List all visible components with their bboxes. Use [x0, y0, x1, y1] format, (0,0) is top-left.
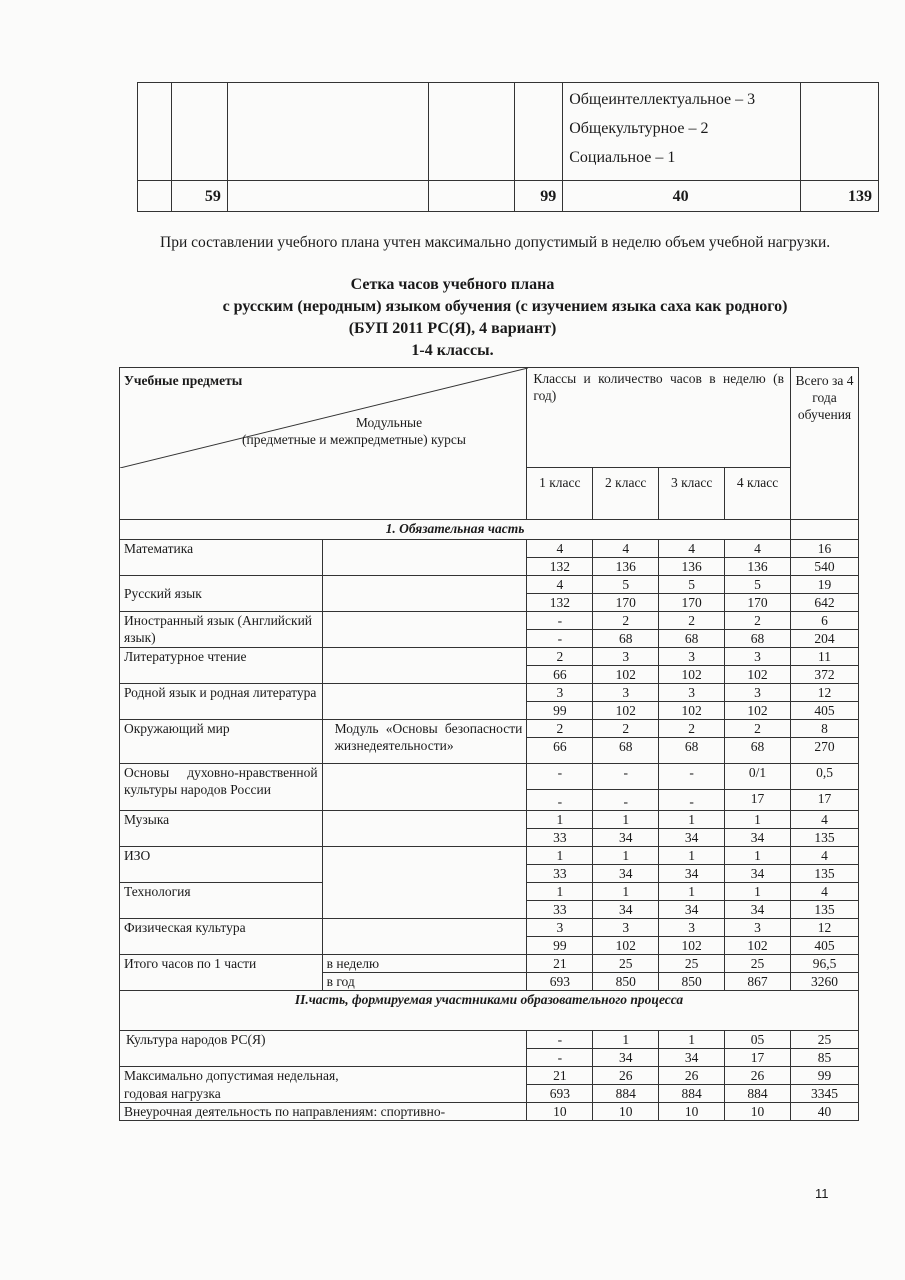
hours-week: 5: [593, 576, 659, 594]
hours-week: 3: [593, 684, 659, 702]
total1-row-week: [120, 955, 859, 973]
hours-week: 2: [659, 720, 725, 738]
subject-name: Родной язык и родная литература: [120, 684, 323, 720]
hours-year: 99: [527, 937, 593, 955]
subject-row-week: [120, 540, 859, 558]
hours-week: 1: [659, 883, 725, 901]
hours-year: -: [593, 790, 659, 811]
header-grade-4: 4 класс: [725, 468, 791, 520]
module-cell: Модуль «Основы безопасности жизнедеятельности»: [322, 720, 527, 764]
hours-year: -: [659, 790, 725, 811]
hours-year: -: [527, 790, 593, 811]
direction-intellectual: Общеинтеллектуальное – 3: [569, 91, 756, 108]
total-week: 12: [791, 919, 859, 937]
header-grade-2: 2 класс: [593, 468, 659, 520]
hours-week: 1: [593, 883, 659, 901]
hours-year: 136: [593, 558, 659, 576]
hours-week: -: [593, 764, 659, 790]
module-cell: [322, 612, 527, 648]
hours-year: 34: [593, 901, 659, 919]
max-load-label-l1: Максимально допустимая недельная,: [120, 1067, 527, 1085]
culture-label: Культура народов РС(Я): [120, 1031, 527, 1067]
subject-row-week: [120, 764, 859, 790]
hours-week: 99: [791, 1067, 859, 1085]
hours-year: 884: [725, 1085, 791, 1103]
total-year: 135: [791, 865, 859, 883]
module-cell: [322, 811, 527, 847]
heading-line-4: 1-4 классы.: [411, 342, 494, 359]
hours-year: 867: [725, 973, 791, 991]
hours-year: 34: [725, 901, 791, 919]
heading-line-1: Сетка часов учебного плана: [350, 276, 555, 293]
hours-week: 1: [659, 1031, 725, 1049]
hours-year: 102: [725, 666, 791, 684]
header-subjects: Учебные предметы: [124, 373, 243, 388]
hours-year: 102: [593, 702, 659, 720]
total-year: 270: [791, 738, 859, 764]
hours-year: 99: [527, 702, 593, 720]
header-total: Всего за 4 года обучения: [791, 368, 859, 520]
top-total-c: 40: [563, 181, 801, 212]
hours-year: 132: [527, 558, 593, 576]
hours-year: -: [527, 630, 593, 648]
hours-week: 3: [593, 648, 659, 666]
total-week: 8: [791, 720, 859, 738]
hours-week: 3: [725, 684, 791, 702]
subject-row-week: [120, 847, 859, 865]
header-modules-l1: Модульные: [355, 415, 423, 430]
hours-year: 68: [725, 738, 791, 764]
total-week: 4: [791, 847, 859, 865]
hours-week: 25: [593, 955, 659, 973]
hours-year: 3345: [791, 1085, 859, 1103]
total-week: 4: [791, 883, 859, 901]
hours-week: 10: [527, 1103, 593, 1121]
hours-week: 25: [659, 955, 725, 973]
direction-cultural: Общекультурное – 2: [569, 120, 709, 137]
hours-year: 170: [593, 594, 659, 612]
hours-year: 693: [527, 1085, 593, 1103]
subject-name: Математика: [120, 540, 323, 576]
total-year: 642: [791, 594, 859, 612]
hours-year: 68: [659, 630, 725, 648]
hours-year: 34: [593, 829, 659, 847]
total-week: 11: [791, 648, 859, 666]
module-cell: [322, 764, 527, 811]
hours-week: 1: [725, 883, 791, 901]
module-cell: [322, 847, 527, 919]
hours-week: 1: [725, 847, 791, 865]
extra-label: Внеурочная деятельность по направлениям: спортивно-: [120, 1103, 527, 1121]
top-total-b: 99: [515, 181, 563, 212]
hours-year: 884: [593, 1085, 659, 1103]
hours-week: 4: [659, 540, 725, 558]
hours-week: 3: [659, 684, 725, 702]
total-week: 6: [791, 612, 859, 630]
subject-row-week: [120, 612, 859, 630]
hours-week: 10: [659, 1103, 725, 1121]
subject-name: Иностранный язык (Английский язык): [120, 612, 323, 648]
hours-year: 850: [659, 973, 725, 991]
hours-year: 102: [725, 702, 791, 720]
hours-year: 136: [659, 558, 725, 576]
subject-row-week: [120, 648, 859, 666]
hours-week: 1: [659, 847, 725, 865]
hours-week: 26: [725, 1067, 791, 1085]
hours-year: 693: [527, 973, 593, 991]
hours-year: 34: [725, 865, 791, 883]
hours-week: 1: [527, 811, 593, 829]
subject-row-week: [120, 811, 859, 829]
hours-week: 3: [659, 919, 725, 937]
hours-week: 25: [725, 955, 791, 973]
hours-week: 21: [527, 955, 593, 973]
module-cell: [322, 540, 527, 576]
direction-social: Социальное – 1: [569, 149, 676, 166]
hours-week: 26: [659, 1067, 725, 1085]
culture-row-week: [120, 1031, 859, 1049]
hours-year: 34: [725, 829, 791, 847]
hours-week: 1: [593, 1031, 659, 1049]
hours-year: 34: [659, 829, 725, 847]
subject-name: ИЗО: [120, 847, 323, 883]
hours-year: 66: [527, 666, 593, 684]
hours-week: 4: [593, 540, 659, 558]
hours-week: 2: [659, 612, 725, 630]
subject-row-week: [120, 720, 859, 738]
hours-week: 05: [725, 1031, 791, 1049]
hours-week: 1: [593, 847, 659, 865]
hours-week: -: [527, 1031, 593, 1049]
total-week: 16: [791, 540, 859, 558]
total-year: 372: [791, 666, 859, 684]
page-number: 11: [815, 1186, 829, 1201]
section-2-row: [120, 991, 859, 1031]
total-year: 540: [791, 558, 859, 576]
hours-week: 1: [527, 847, 593, 865]
hours-year: 102: [593, 937, 659, 955]
hours-week: 3: [527, 684, 593, 702]
hours-week: 2: [593, 612, 659, 630]
intro-paragraph: При составлении учебного плана учтен максимально допустимый в неделю объем учебной нагрузки.: [160, 234, 831, 251]
total-year: 135: [791, 901, 859, 919]
hours-year: 102: [725, 937, 791, 955]
hours-year: 170: [659, 594, 725, 612]
hours-week: 25: [791, 1031, 859, 1049]
subject-row-week: [120, 919, 859, 937]
hours-year: 102: [659, 666, 725, 684]
hours-week: 1: [527, 883, 593, 901]
hours-week: -: [659, 764, 725, 790]
total-week: 12: [791, 684, 859, 702]
total-year: 405: [791, 702, 859, 720]
hours-week: 10: [725, 1103, 791, 1121]
hours-week: 5: [659, 576, 725, 594]
hours-week: 2: [593, 720, 659, 738]
module-cell: [322, 576, 527, 612]
hours-week: 40: [791, 1103, 859, 1121]
section-2-title: II.часть, формируемая участниками образовательного процесса: [120, 991, 859, 1031]
header-grade-3: 3 класс: [659, 468, 725, 520]
subject-name: Основы духовно-нравственной культуры народов России: [120, 764, 323, 811]
hours-year: 884: [659, 1085, 725, 1103]
hours-week: 3: [725, 648, 791, 666]
total-year: 135: [791, 829, 859, 847]
total-year: 17: [791, 790, 859, 811]
module-cell: [322, 684, 527, 720]
plan-table: [119, 367, 859, 1121]
hours-year: 33: [527, 901, 593, 919]
subject-name: Музыка: [120, 811, 323, 847]
header-grade-1: 1 класс: [527, 468, 593, 520]
max-load-row-week: [120, 1067, 859, 1085]
hours-year: 34: [593, 1049, 659, 1067]
header-classes: Классы и количество часов в неделю (в год): [527, 368, 791, 468]
hours-week: -: [527, 612, 593, 630]
hours-week: 2: [527, 648, 593, 666]
heading-line-2: с русским (неродным) языком обучения (с изучением языка саха как родного): [222, 298, 788, 315]
hours-week: 4: [527, 540, 593, 558]
hours-week: 21: [527, 1067, 593, 1085]
hours-week: 3: [527, 919, 593, 937]
hours-year: 3260: [791, 973, 859, 991]
hours-year: 34: [593, 865, 659, 883]
hours-week: 96,5: [791, 955, 859, 973]
total1-week-label: в неделю: [322, 955, 527, 973]
module-cell: [322, 648, 527, 684]
hours-week: 3: [659, 648, 725, 666]
module-cell: [322, 919, 527, 955]
subject-name: Технология: [120, 883, 323, 919]
hours-week: 26: [593, 1067, 659, 1085]
top-total-a: 59: [171, 181, 227, 212]
hours-week: -: [527, 764, 593, 790]
hours-year: 85: [791, 1049, 859, 1067]
extra-row: [120, 1103, 859, 1121]
hours-year: 34: [659, 1049, 725, 1067]
heading-line-3: (БУП 2011 РС(Я), 4 вариант): [348, 320, 557, 337]
subject-name: Окружающий мир: [120, 720, 323, 764]
hours-year: 17: [725, 790, 791, 811]
hours-week: 5: [725, 576, 791, 594]
hours-year: 132: [527, 594, 593, 612]
total1-label: Итого часов по 1 части: [120, 955, 323, 991]
header-modules-l2: (предметные и межпредметные) курсы: [242, 432, 466, 447]
hours-week: 2: [725, 720, 791, 738]
hours-year: 34: [659, 865, 725, 883]
hours-year: 68: [659, 738, 725, 764]
hours-year: 33: [527, 865, 593, 883]
hours-week: 4: [725, 540, 791, 558]
total-week: 4: [791, 811, 859, 829]
hours-year: 136: [725, 558, 791, 576]
hours-week: 10: [593, 1103, 659, 1121]
section-1-title: 1. Обязательная часть: [120, 520, 791, 540]
hours-week: 1: [659, 811, 725, 829]
total-year: 405: [791, 937, 859, 955]
hours-week: 2: [725, 612, 791, 630]
hours-week: 1: [725, 811, 791, 829]
total-year: 204: [791, 630, 859, 648]
hours-week: 0/1: [725, 764, 791, 790]
hours-year: 850: [593, 973, 659, 991]
header-diagonal-cell: [120, 368, 527, 520]
hours-year: 34: [659, 901, 725, 919]
top-table: [137, 82, 879, 212]
hours-year: 17: [725, 1049, 791, 1067]
subject-name: Литературное чтение: [120, 648, 323, 684]
total1-year-label: в год: [322, 973, 527, 991]
subject-name: Физическая культура: [120, 919, 323, 955]
hours-year: 68: [593, 738, 659, 764]
hours-week: 4: [527, 576, 593, 594]
hours-week: 2: [527, 720, 593, 738]
hours-week: 3: [725, 919, 791, 937]
hours-year: 33: [527, 829, 593, 847]
max-load-label-l2: годовая нагрузка: [120, 1085, 527, 1103]
hours-year: 68: [725, 630, 791, 648]
hours-year: 66: [527, 738, 593, 764]
hours-year: 102: [659, 937, 725, 955]
total-week: 19: [791, 576, 859, 594]
hours-year: 68: [593, 630, 659, 648]
subject-row-week: [120, 684, 859, 702]
hours-year: 170: [725, 594, 791, 612]
hours-year: -: [527, 1049, 593, 1067]
hours-week: 3: [593, 919, 659, 937]
top-total-d: 139: [801, 181, 879, 212]
hours-year: 102: [593, 666, 659, 684]
total-week: 0,5: [791, 764, 859, 790]
hours-week: 1: [593, 811, 659, 829]
subject-name: Русский язык: [120, 576, 323, 612]
max-load-row-year: [120, 1085, 859, 1103]
hours-year: 102: [659, 702, 725, 720]
subject-row-week: [120, 576, 859, 594]
